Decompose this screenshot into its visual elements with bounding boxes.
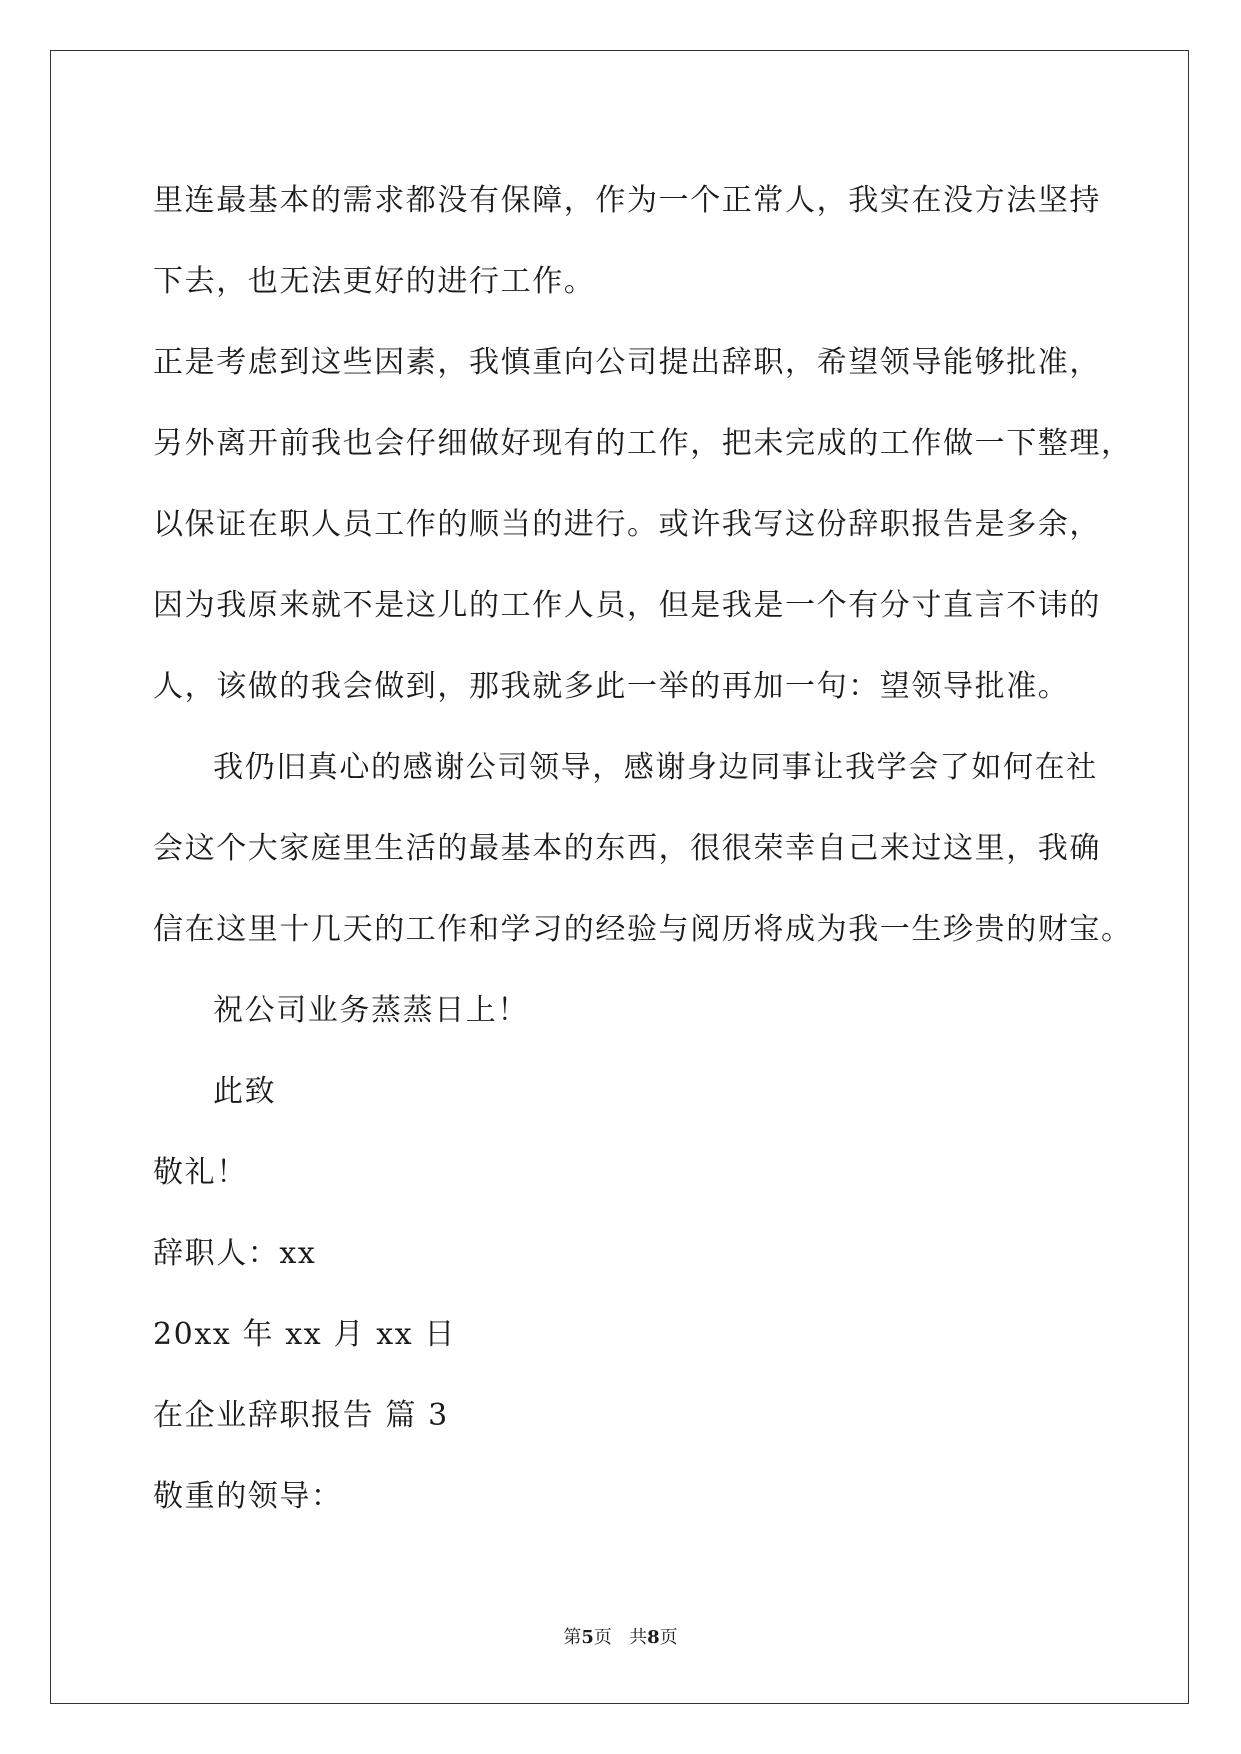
- text-line: 里连最基本的需求都没有保障，作为一个正常人，我实在没方法坚持: [153, 183, 1101, 218]
- text-line: 人，该做的我会做到，那我就多此一举的再加一句：望领导批准。: [153, 669, 1070, 704]
- text-line: 会这个大家庭里生活的最基本的东西，很很荣幸自己来过这里，我确: [153, 831, 1101, 866]
- page-prefix: 第: [563, 1627, 582, 1648]
- text-line: 因为我原来就不是这儿的工作人员，但是我是一个有分寸直言不讳的: [153, 588, 1101, 623]
- total-unit: 页: [659, 1627, 678, 1648]
- text-line: 正是考虑到这些因素，我慎重向公司提出辞职，希望领导能够批准，: [153, 345, 1101, 380]
- text-line: 另外离开前我也会仔细做好现有的工作，把未完成的工作做一下整理，: [153, 426, 1133, 461]
- greeting: 敬重的领导：: [153, 1479, 343, 1514]
- text-line: 信在这里十几天的工作和学习的经验与阅历将成为我一生珍贵的财宝。: [153, 912, 1133, 947]
- page-total: 8: [647, 1627, 660, 1648]
- salutation-closing: 此致: [213, 1074, 277, 1109]
- section-heading: 在企业辞职报告 篇 3: [153, 1398, 449, 1433]
- date-line: 20xx 年 xx 月 xx 日: [153, 1317, 456, 1352]
- page-current: 5: [581, 1627, 594, 1648]
- salutation-regards: 敬礼！: [153, 1155, 248, 1190]
- page-footer: [0, 1623, 1241, 1649]
- closing-wish: 祝公司业务蒸蒸日上！: [213, 993, 529, 1028]
- text-line: 下去，也无法更好的进行工作。: [153, 264, 596, 299]
- text-line: 以保证在职人员工作的顺当的进行。或许我写这份辞职报告是多余，: [153, 507, 1101, 542]
- page-unit: 页: [593, 1627, 612, 1648]
- total-prefix: 共: [629, 1627, 648, 1648]
- text-line: 我仍旧真心的感谢公司领导，感谢身边同事让我学会了如何在社: [213, 750, 1098, 785]
- document-body: [153, 160, 1133, 1537]
- signer: 辞职人：xx: [153, 1236, 317, 1271]
